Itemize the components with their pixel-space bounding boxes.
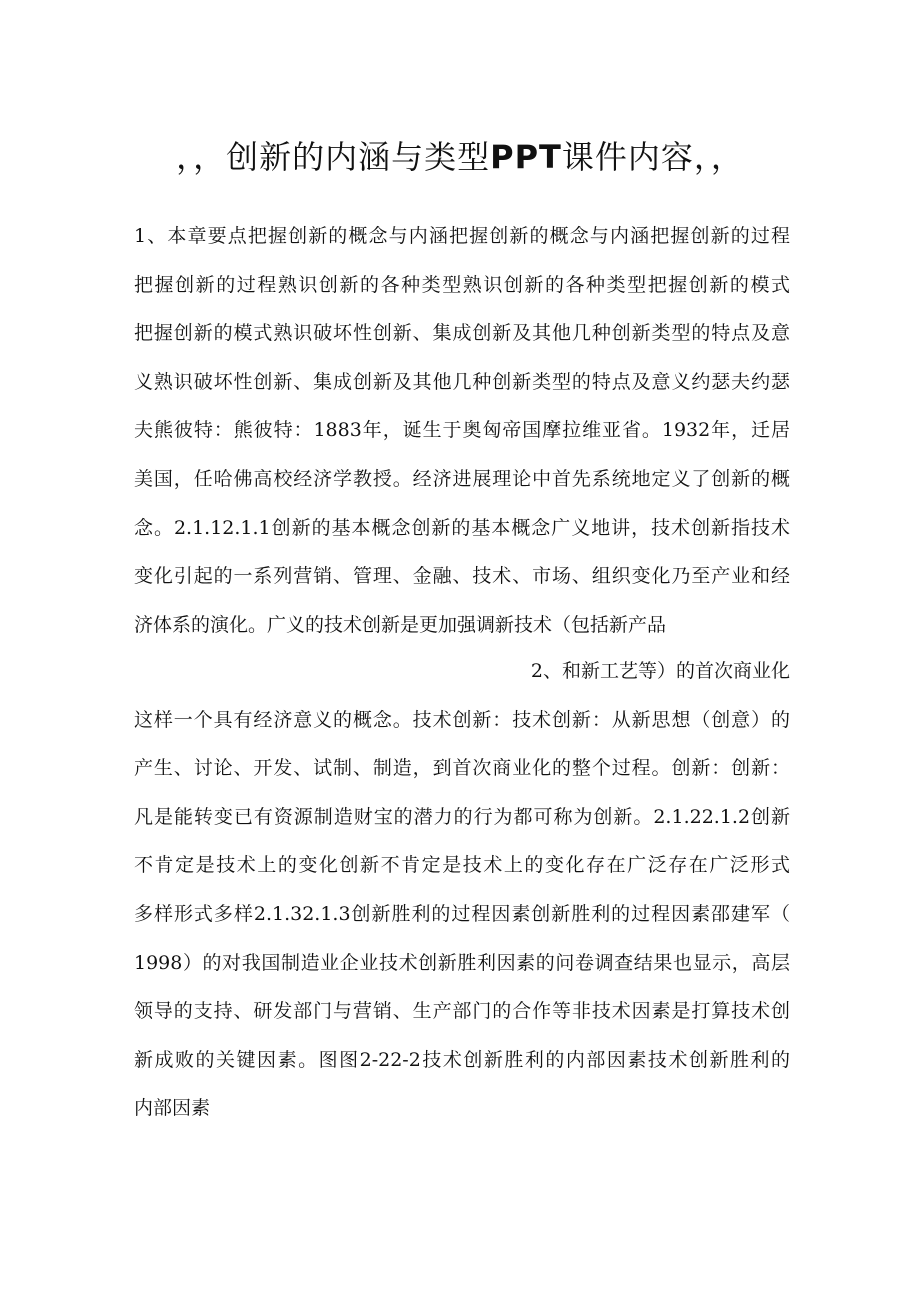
paragraph-2 (134, 647, 790, 1133)
title-latin: PPT (490, 138, 562, 176)
paragraph-line: 领导的支持、研发部门与营销、生产部门的合作等非技术因素是打算技术创 (134, 1000, 790, 1023)
paragraph-line: 变化引起的一系列营销、管理、金融、技术、市场、组织变化乃至产业和经 (134, 565, 790, 588)
paragraph-line: 把握创新的过程熟识创新的各种类型熟识创新的各种类型把握创新的模式 (134, 273, 790, 296)
paragraph-1 (134, 212, 790, 649)
paragraph-line: 2、和新工艺等）的首次商业化 (530, 660, 790, 682)
paragraph-line: 凡是能转变已有资源制造财宝的潜力的行为都可称为创新。2.1.22.1.2创新 (134, 805, 790, 828)
paragraph-line: 济体系的演化。广义的技术创新是更加强调新技术（包括新产品 (134, 613, 667, 636)
title-prefix: ，，创新的内涵与类型 (176, 138, 491, 176)
paragraph-line: 产生、讨论、开发、试制、制造，到首次商业化的整个过程。创新：创新： (134, 757, 790, 780)
document-title (0, 132, 920, 182)
paragraph-line: 念。2.1.12.1.1创新的基本概念创新的基本概念广义地讲，技术创新指技术 (134, 516, 790, 539)
paragraph-line: 1998）的对我国制造业企业技术创新胜利因素的问卷调查结果也显示，高层 (134, 951, 790, 974)
paragraph-line: 把握创新的模式熟识破坏性创新、集成创新及其他几种创新类型的特点及意 (134, 322, 790, 345)
paragraph-line: 夫熊彼特：熊彼特：1883年，诞生于奥匈帝国摩拉维亚省。1932年，迁居 (134, 419, 790, 442)
paragraph-line: 内部因素 (134, 1097, 211, 1120)
paragraph-line: 美国，任哈佛高校经济学教授。经济进展理论中首先系统地定义了创新的概 (134, 467, 790, 490)
paragraph-line: 新成败的关键因素。图图2-22-2技术创新胜利的内部因素技术创新胜利的 (134, 1048, 790, 1071)
paragraph-line: 这样一个具有经济意义的概念。技术创新：技术创新：从新思想（创意）的 (134, 708, 790, 731)
paragraph-line: 不肯定是技术上的变化创新不肯定是技术上的变化存在广泛存在广泛形式 (134, 854, 790, 877)
paragraph-line: 1、本章要点把握创新的概念与内涵把握创新的概念与内涵把握创新的过程 (134, 225, 790, 247)
paragraph-line: 多样形式多样2.1.32.1.3创新胜利的过程因素创新胜利的过程因素邵建军（ (134, 902, 790, 925)
title-suffix: 课件内容，， (561, 138, 744, 176)
paragraph-line: 义熟识破坏性创新、集成创新及其他几种创新类型的特点及意义约瑟夫约瑟 (134, 370, 790, 393)
